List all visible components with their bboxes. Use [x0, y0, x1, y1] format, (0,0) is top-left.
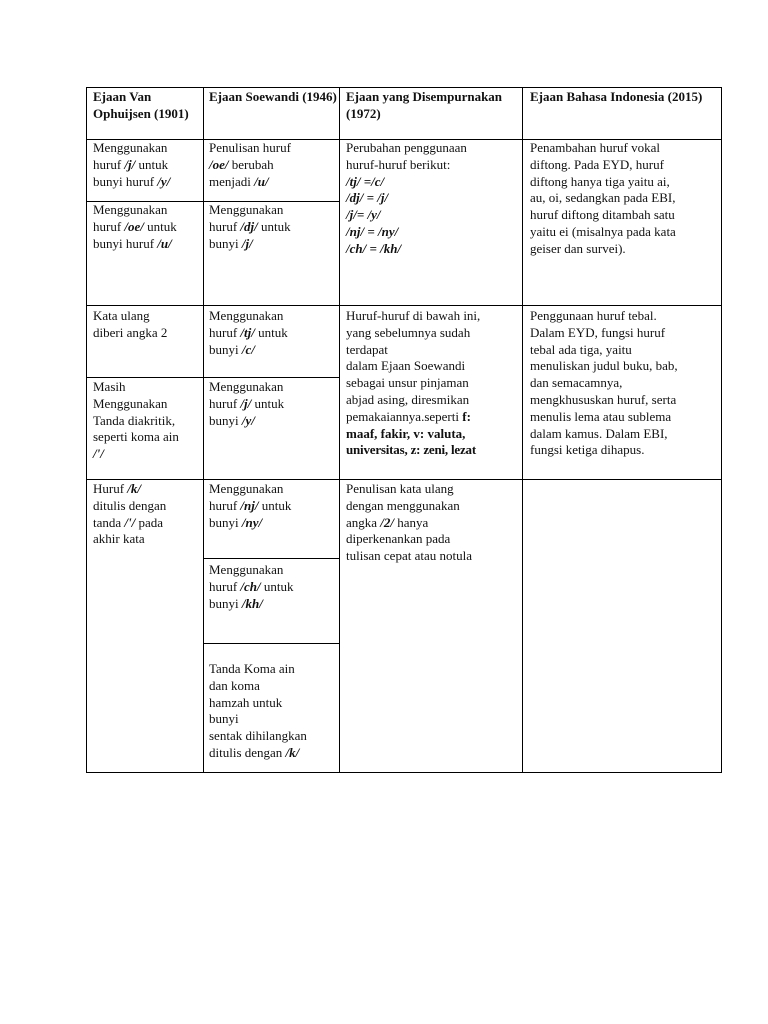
rule-col-3: [522, 87, 523, 773]
cell-vo-kata-ulang: Kata ulang diberi angka 2: [93, 308, 168, 340]
cell-eyd-kata-ulang: Penulisan kata ulang dengan menggunakan angka /2/ hanya diperkenankan pada tulisan cepat atau notula: [346, 481, 472, 564]
rule-sub-c2-4: [203, 643, 339, 644]
cell-vo-huruf-k: Huruf /k/ ditulis dengan tanda /'/ pada akhir kata: [93, 481, 167, 547]
cell-eyd-huruf-serapan: Huruf-huruf di bawah ini, yang sebelumnya sudah terdapat dalam Ejaan Soewandi sebagai unsur pinjaman abjad asing, diresmikan pemakaiannya.seperti f: maaf, fakir, v: valuta, universitas, z: zeni, lezat: [346, 308, 481, 458]
cell-sw-tj-for-c: Menggunakan huruf /tj/ untuk bunyi /c/: [209, 308, 288, 357]
rule-sub-c1-2: [86, 377, 203, 378]
header-soewandi: Ejaan Soewandi (1946): [209, 89, 337, 104]
cell-vo-oe-for-u: Menggunakan huruf /oe/ untuk bunyi huruf /u/: [93, 202, 177, 251]
cell-ebi-diftong: Penambahan huruf vokal diftong. Pada EYD, huruf diftong hanya tiga yaitu ai, au, oi, sedangkan pada EBI, huruf diftong ditambah satu yaitu ei (misalnya pada kata geiser dan survei).: [530, 140, 676, 256]
rule-sub-c2-3: [203, 558, 339, 559]
cell-ebi-huruf-tebal: Penggunaan huruf tebal. Dalam EYD, fungsi huruf tebal ada tiga, yaitu menuliskan judul buku, bab, dan semacamnya, mengkhususkan huruf, serta menulis lema atau sublema dalam kamus. Dalam EBI, fungsi ketiga dihapus.: [530, 308, 678, 458]
header-ebi: Ejaan Bahasa Indonesia (2015): [530, 89, 703, 104]
cell-sw-j-for-y: Menggunakan huruf /j/ untuk bunyi /y/: [209, 379, 285, 428]
header-van-ophuijsen: Ejaan Van Ophuijsen (1901): [93, 89, 189, 121]
rule-col-right: [721, 87, 722, 773]
cell-vo-diakritik: Masih Menggunakan Tanda diakritik, seperti koma ain /'/: [93, 379, 179, 462]
cell-sw-koma-ain: Tanda Koma ain dan koma hamzah untuk bunyi sentak dihilangkan ditulis dengan /k/: [209, 661, 307, 760]
rule-bottom: [86, 772, 722, 773]
cell-sw-nj-for-ny: Menggunakan huruf /nj/ untuk bunyi /ny/: [209, 481, 292, 530]
rule-top: [86, 87, 722, 88]
rule-row1-bottom: [86, 305, 722, 306]
cell-sw-oe-to-u: Penulisan huruf /oe/ berubah menjadi /u/: [209, 140, 291, 189]
cell-vo-j-for-y: Menggunakan huruf /j/ untuk bunyi huruf /y/: [93, 140, 171, 189]
cell-sw-ch-for-kh: Menggunakan huruf /ch/ untuk bunyi /kh/: [209, 562, 294, 611]
cell-sw-dj-for-j: Menggunakan huruf /dj/ untuk bunyi /j/: [209, 202, 291, 251]
header-eyd: Ejaan yang Disempurnakan (1972): [346, 89, 503, 121]
rule-col-left: [86, 87, 87, 773]
rule-sub-c2-2: [203, 377, 339, 378]
rule-col-1: [203, 87, 204, 773]
rule-row2-bottom: [86, 479, 722, 480]
cell-eyd-perubahan: Perubahan penggunaan huruf-huruf berikut: /tj/ =/c/ /dj/ = /j/ /j/= /y/ /nj/ = /ny/ /ch/ = /kh/: [346, 140, 467, 256]
rule-col-2: [339, 87, 340, 773]
